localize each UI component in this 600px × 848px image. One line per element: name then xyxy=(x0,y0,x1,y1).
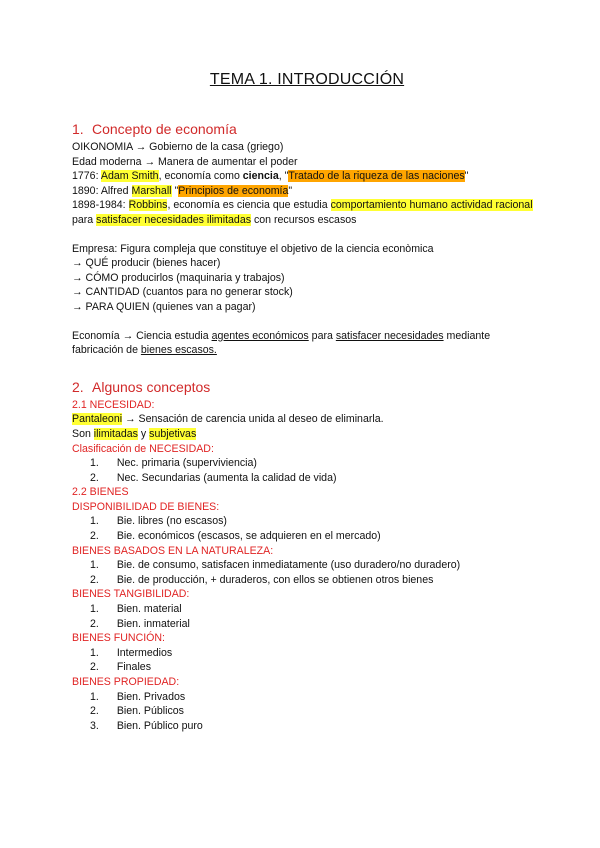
que-line: → QUÉ producir (bienes hacer) xyxy=(72,257,221,270)
list-item: 3. Bien. Público puro xyxy=(90,719,203,732)
principios-highlight: Principios de economía xyxy=(178,184,289,197)
list-item: 1. Bie. de consumo, satisfacen inmediatamente (uso duradero/no duradero) xyxy=(90,559,461,572)
list-item: 2. Bien. inmaterial xyxy=(90,617,190,630)
section-number: 1. xyxy=(72,121,84,137)
marshall-highlight: Marshall xyxy=(131,184,172,197)
satisfacer-underline: satisfacer necesidades xyxy=(335,329,444,342)
list-item: 2. Finales xyxy=(90,661,151,674)
funcion-heading: BIENES FUNCIÓN: xyxy=(72,632,166,645)
tratado-highlight: Tratado de la riqueza de las naciones xyxy=(288,170,465,183)
clasificacion-heading: Clasificación de NECESIDAD: xyxy=(72,442,214,455)
funcion-list xyxy=(72,646,542,675)
oikonomia-line: OIKONOMIA → Gobierno de la casa (griego) xyxy=(72,141,284,153)
bienes-escasos-underline: bienes escasos. xyxy=(140,344,217,357)
list-item: 1. Bien. Privados xyxy=(90,690,186,703)
list-item: 2. Bie. de producción, + duraderos, con ellos se obtienen otros bienes xyxy=(90,573,434,586)
son-line: Son ilimitadas y subjetivas xyxy=(72,427,197,440)
edad-moderna-line: Edad moderna → Manera de aumentar el poder xyxy=(72,155,298,168)
list-item: 2. Bien. Públicos xyxy=(90,705,184,718)
disponibilidad-list xyxy=(72,514,542,543)
satisfacer-highlight: satisfacer necesidades ilimitadas xyxy=(96,213,252,226)
list-item: 1. Nec. primaria (superviviencia) xyxy=(90,457,257,470)
comportamiento-highlight: comportamiento humano actividad racional xyxy=(330,199,533,212)
line-1776: 1776: Adam Smith, economía como ciencia, "Tratado de la riqueza de las naciones" xyxy=(72,170,469,183)
line-1898: 1898-1984: Robbins, economía es ciencia que estudia comportamiento humano actividad racional para satisfacer necesidades ilimitadas con recursos escasos xyxy=(72,199,533,226)
bienes-heading: 2.2 BIENES xyxy=(72,486,129,499)
economia-definition: Economía → Ciencia estudia agentes económicos para satisfacer necesidades mediante fabricación de bienes escasos. xyxy=(72,329,491,357)
naturaleza-list xyxy=(72,558,542,587)
tangibilidad-heading: BIENES TANGIBILIDAD: xyxy=(72,588,190,601)
section-2-heading xyxy=(72,378,542,396)
section-title: Concepto de economía xyxy=(92,121,237,137)
robbins-highlight: Robbins xyxy=(128,199,168,212)
section-title: Algunos conceptos xyxy=(92,378,211,395)
propiedad-heading: BIENES PROPIEDAD: xyxy=(72,676,180,688)
line-1890: 1890: Alfred Marshall "Principios de economía" xyxy=(72,184,293,197)
clasificacion-list xyxy=(72,456,542,485)
como-line: → CÓMO producirlos (maquinaria y trabajos) xyxy=(72,271,285,284)
list-item: 2. Bie. económicos (escasos, se adquieren en el mercado) xyxy=(90,530,381,543)
list-item: 2. Nec. Secundarias (aumenta la calidad de vida) xyxy=(90,471,337,484)
section-number: 2. xyxy=(72,378,84,395)
empresa-line: Empresa: Figura compleja que constituye el objetivo de la ciencia econòmica xyxy=(72,242,434,255)
cantidad-line: → CANTIDAD (cuantos para no generar stock) xyxy=(72,286,293,299)
subjetivas-highlight: subjetivas xyxy=(149,427,197,440)
list-item: 1. Bie. libres (no escasos) xyxy=(90,515,227,528)
disponibilidad-heading: DISPONIBILIDAD DE BIENES: xyxy=(72,500,220,513)
ciencia-bold: ciencia xyxy=(242,170,279,183)
pantaleoni-line: Pantaleoni → Sensación de carencia unida al deseo de eliminarla. xyxy=(72,413,384,426)
ilimitadas-highlight: ilimitadas xyxy=(93,427,138,440)
adam-smith-highlight: Adam Smith xyxy=(100,170,159,183)
document-title: TEMA 1. INTRODUCCIÓN xyxy=(209,71,405,88)
list-item: 1. Intermedios xyxy=(90,646,173,659)
document-page xyxy=(72,70,542,733)
naturaleza-heading: BIENES BASADOS EN LA NATURALEZA: xyxy=(72,544,274,557)
pantaleoni-highlight: Pantaleoni xyxy=(72,413,123,426)
necesidad-heading: 2.1 NECESIDAD: xyxy=(72,398,155,411)
agentes-underline: agentes económicos xyxy=(211,329,309,342)
para-quien-line: → PARA QUIEN (quienes van a pagar) xyxy=(72,300,256,313)
section-1-heading xyxy=(72,120,542,138)
propiedad-list xyxy=(72,690,542,734)
list-item: 1. Bien. material xyxy=(90,603,182,616)
tangibilidad-list xyxy=(72,602,542,631)
